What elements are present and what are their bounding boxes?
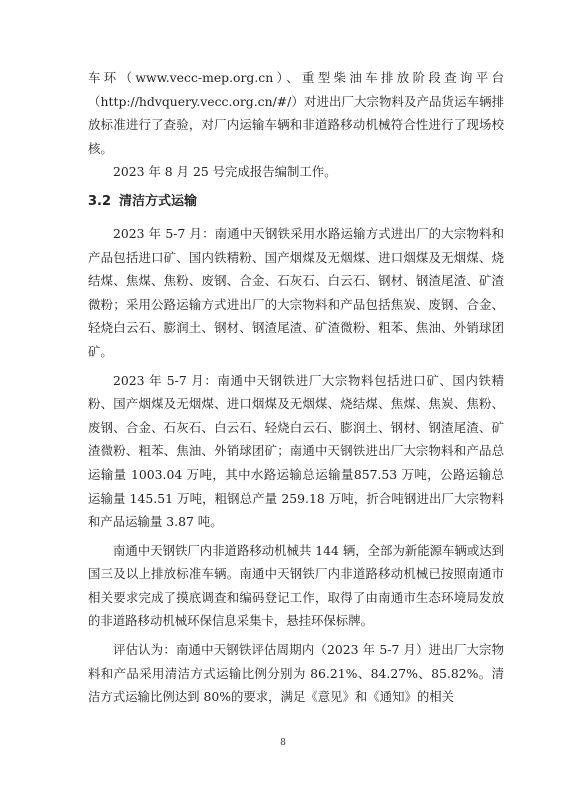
paragraph-transport-volume: 2023 年 5-7 月：南通中天钢铁进厂大宗物料包括进口矿、国内铁精粉、国产烟煤及无烟煤、进口烟煤及无烟煤、烧结煤、焦煤、焦炭、焦粉、废钢、合金、石灰石、白云石、轻烧白云石、膨润土、钢材、钢渣尾渣、矿渣微粉、粗苯、焦油、外销球团矿；南通中天钢铁进出厂大宗物料和产品总运输量 1003.04 万吨，其中水路运输总运输量857.53 万吨，公路运输总运输量 145.51 万吨，粗钢总产量 259.18 万吨，折合吨钢进出厂大宗物料和产品运输量 3.87 吨。 xyxy=(88,372,504,530)
paragraph-report-date: 2023 年 8 月 25 号完成报告编制工作。 xyxy=(113,164,337,180)
paragraph-assessment: 评估认为：南通中天钢铁评估周期内（2023 年 5-7 月）进出厂大宗物料和产品采用清洁方式运输比例分别为 86.21%、84.27%、85.82%。清洁方式运输比例达到 80%的要求，满足《意见》和《通知》的相关 xyxy=(88,642,504,705)
section-heading xyxy=(88,192,504,212)
paragraph-platforms: 车环（www.vecc-mep.org.cn）、重型柴油车排放阶段查询平台（http://hdvquery.vecc.org.cn/#/）对进出厂大宗物料及产品货运车辆排放标准进行了查验，对厂内运输车辆和非道路移动机械符合性进行了现场校核。 xyxy=(88,70,504,156)
page-number: 8 xyxy=(280,738,286,748)
paragraph-transport-modes: 2023 年 5-7 月：南通中天钢铁采用水路运输方式进出厂的大宗物料和产品包括进口矿、国内铁精粉、国产烟煤及无烟煤、进口烟煤及无烟煤、烧结煤、焦煤、焦粉、废钢、合金、石灰石、白云石、钢材、钢渣尾渣、矿渣微粉；采用公路运输方式进出厂的大宗物料和产品包括焦炭、废钢、合金、轻烧白云石、膨润土、钢材、钢渣尾渣、矿渣微粉、粗苯、焦油、外销球团矿。 xyxy=(88,225,504,359)
section-number: 3.2 xyxy=(88,193,112,209)
section-title: 清洁方式运输 xyxy=(119,193,198,209)
paragraph-nonroad-machinery: 南通中天钢铁厂内非道路移动机械共 144 辆，全部为新能源车辆或达到国三及以上排放标准车辆。南通中天钢铁厂内非道路移动机械已按照南通市相关要求完成了摸底调查和编码登记工作，取得了由南通市生态环境局发放的非道路移动机械环保信息采集卡，悬挂环保标牌。 xyxy=(88,542,504,629)
